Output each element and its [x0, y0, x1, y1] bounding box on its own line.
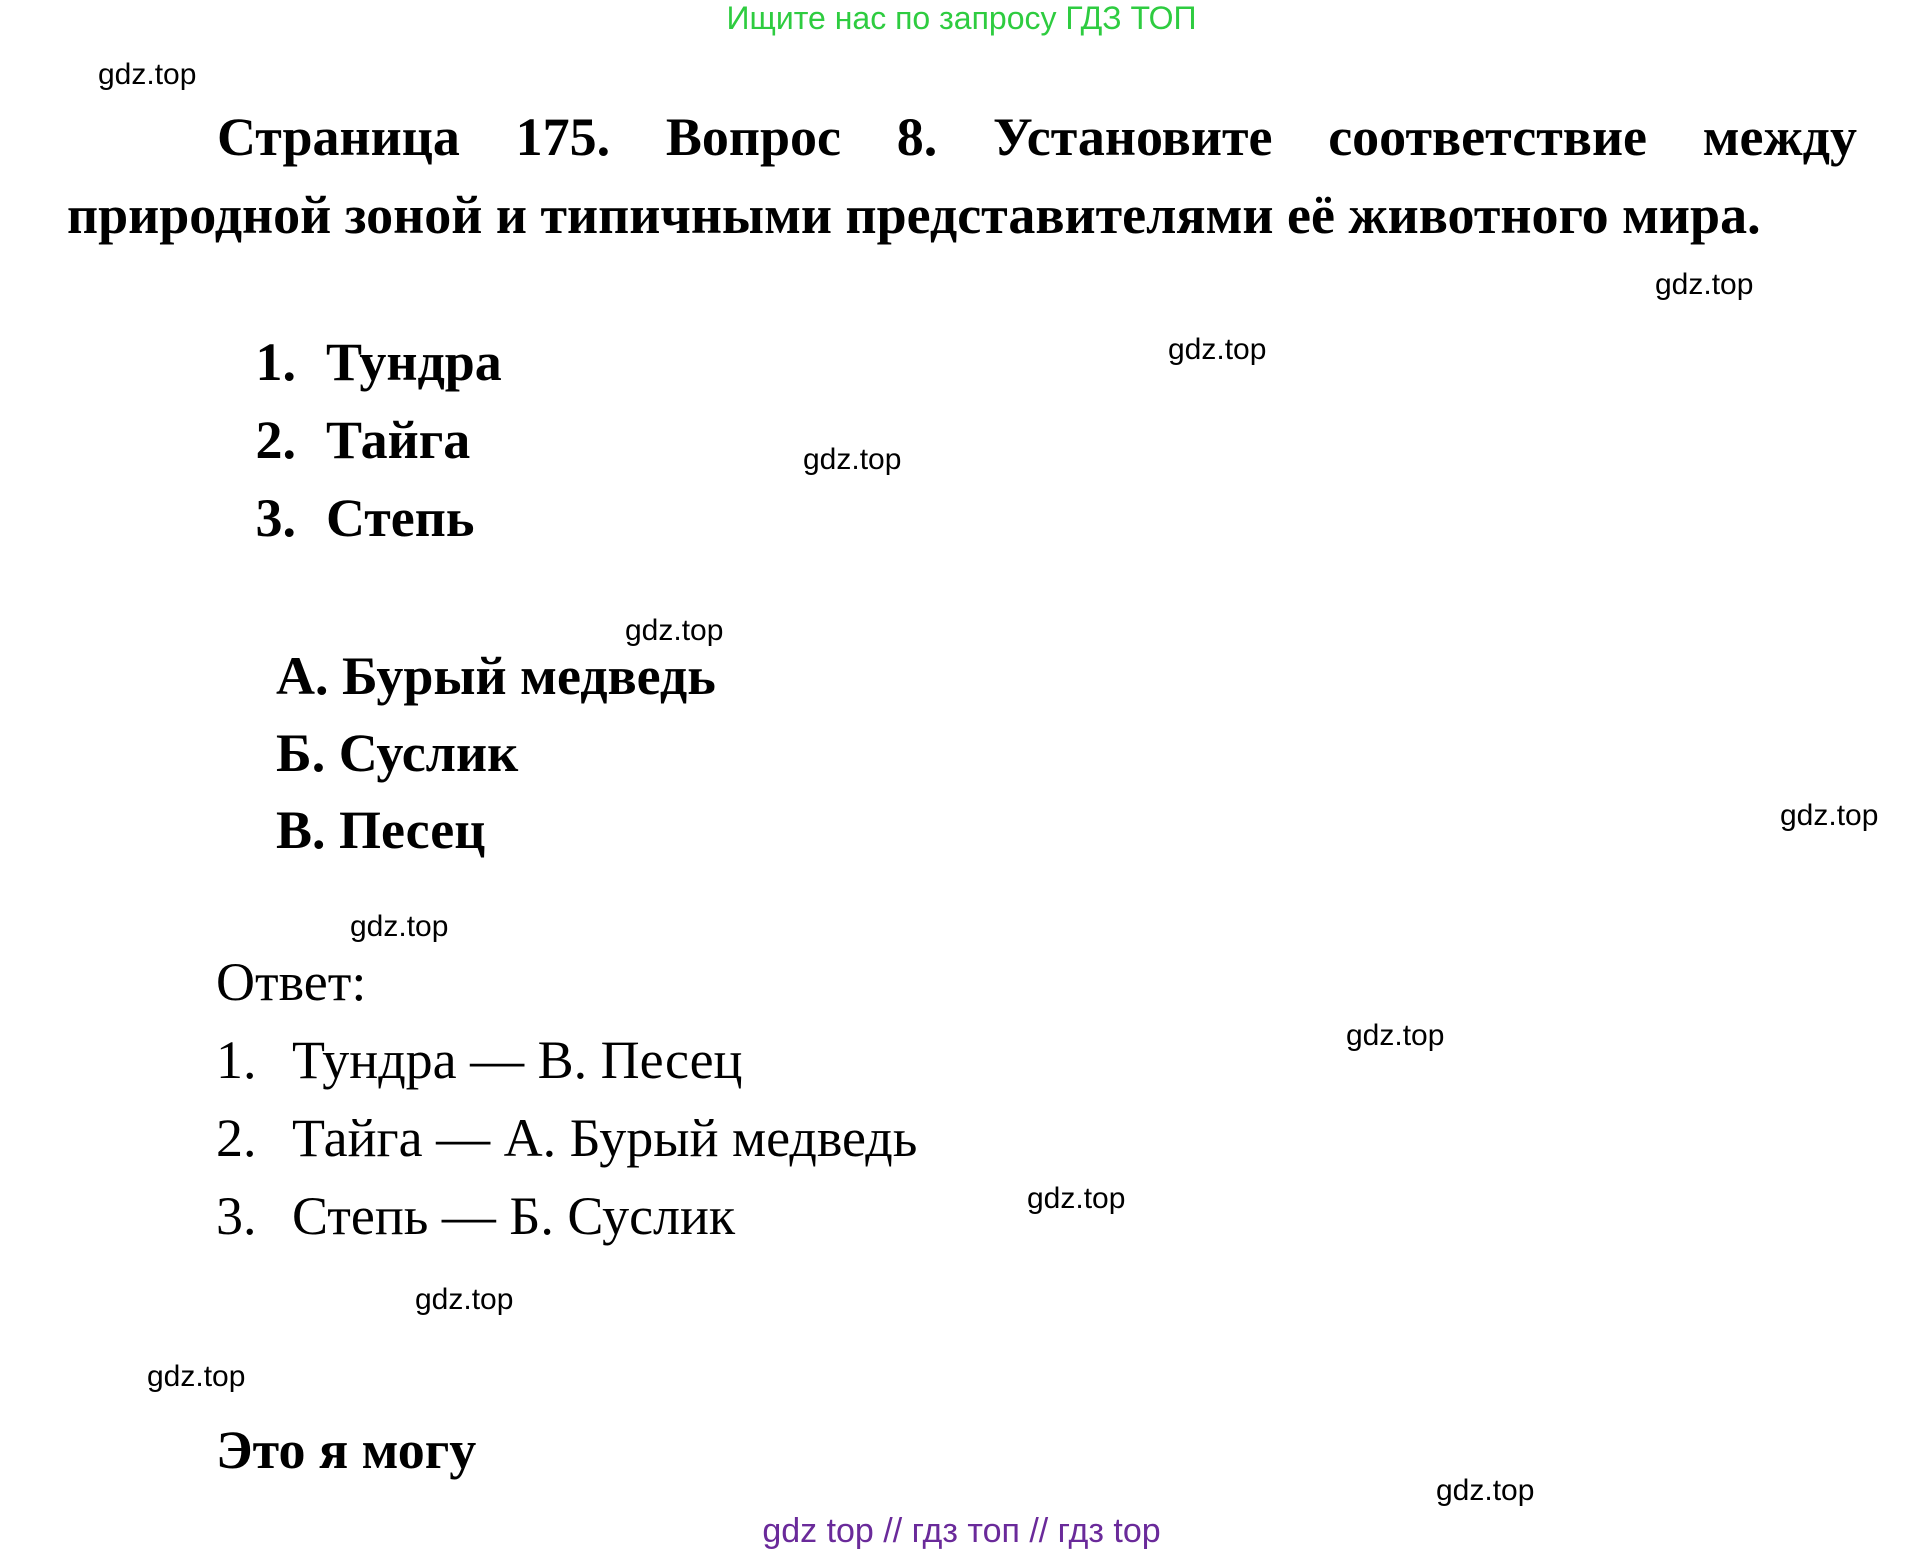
answer-number: 2. — [216, 1108, 257, 1168]
watermark: gdz.top — [1027, 1182, 1126, 1215]
zone-number: 2. — [255, 410, 296, 470]
footer-heading: Это я могу — [216, 1420, 477, 1480]
zone-label: Степь — [326, 488, 475, 548]
top-banner[interactable]: Ищите нас по запросу ГДЗ ТОП — [726, 0, 1197, 36]
answer-label: Ответ: — [216, 952, 367, 1012]
answer-text: Тайга — А. Бурый медведь — [292, 1108, 918, 1168]
zone-item — [218, 410, 470, 470]
animal-item: Б. Суслик — [276, 723, 519, 783]
watermark: gdz.top — [350, 910, 449, 943]
watermark: gdz.top — [1346, 1019, 1445, 1052]
answer-text: Степь — Б. Суслик — [292, 1186, 736, 1246]
watermark: gdz.top — [1436, 1474, 1535, 1507]
answer-item — [216, 1108, 917, 1168]
answer-number: 3. — [216, 1186, 257, 1246]
watermark: gdz.top — [1655, 268, 1754, 301]
zone-item — [218, 332, 502, 392]
animal-item: А. Бурый медведь — [276, 646, 716, 706]
watermark: gdz.top — [147, 1360, 246, 1393]
watermark: gdz.top — [1168, 333, 1267, 366]
zone-number: 3. — [255, 488, 296, 548]
watermark: gdz.top — [625, 614, 724, 647]
watermark: gdz.top — [415, 1283, 514, 1316]
answer-text: Тундра — В. Песец — [292, 1030, 743, 1090]
zone-number: 1. — [255, 332, 296, 392]
answer-item — [216, 1030, 742, 1090]
watermark: gdz.top — [1780, 799, 1879, 832]
question-text: Страница 175. Вопрос 8. Установите соответствие между природной зоной и типичными представителями её животного мира. — [67, 107, 1857, 245]
zone-item — [218, 488, 474, 548]
zone-label: Тундра — [326, 332, 502, 392]
animal-item: В. Песец — [276, 800, 486, 860]
answer-item — [216, 1186, 735, 1246]
zone-label: Тайга — [326, 410, 471, 470]
bottom-links[interactable]: gdz top // гдз топ // гдз top — [762, 1512, 1161, 1550]
watermark: gdz.top — [803, 443, 902, 476]
answer-number: 1. — [216, 1030, 257, 1090]
watermark: gdz.top — [98, 58, 197, 91]
